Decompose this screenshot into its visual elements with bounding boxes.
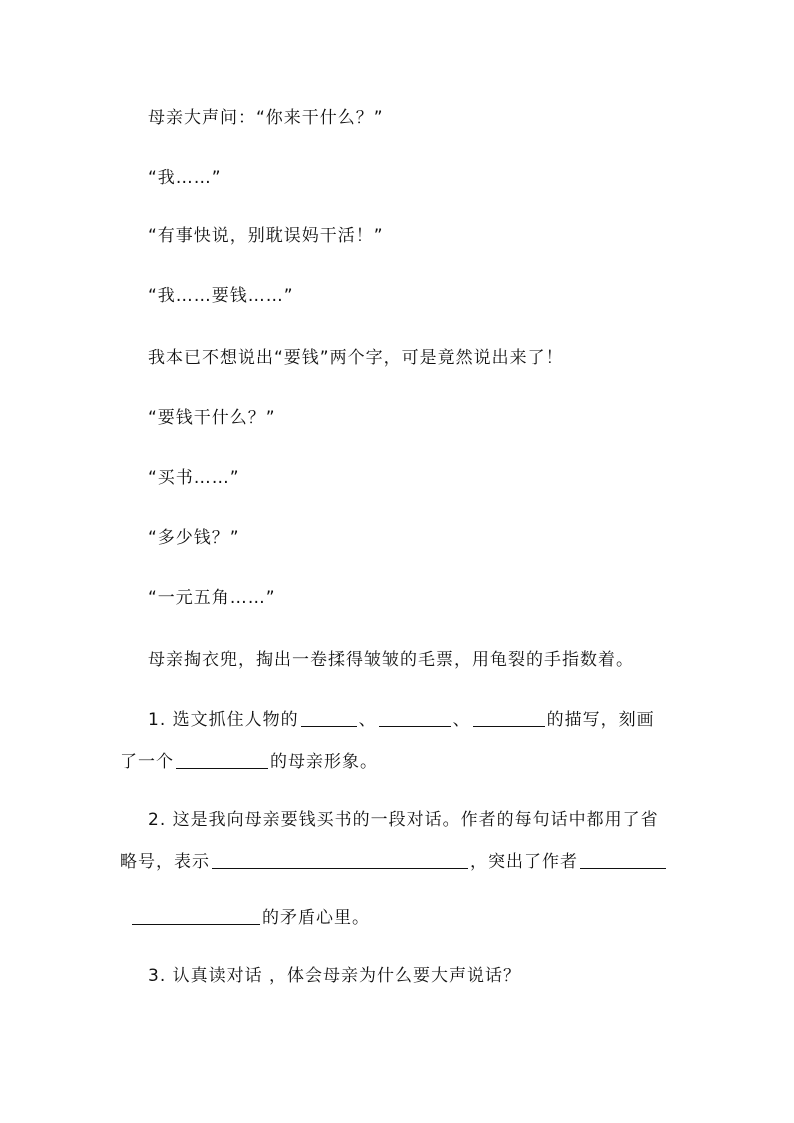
q2-text-3: ，突出了作者 xyxy=(470,852,578,872)
q1-text-3: 了一个 xyxy=(120,752,174,772)
passage-line-3: “有事快说，别耽误妈干活！” xyxy=(148,226,384,246)
question-2-line-2 xyxy=(120,850,668,874)
question-1-line-2 xyxy=(120,750,378,774)
answer-blank[interactable] xyxy=(580,850,666,869)
answer-blank[interactable] xyxy=(379,708,451,727)
passage-line-7: “买书……” xyxy=(148,468,240,488)
question-3: 3. 认真读对话 ，体会母亲为什么要大声说话？ xyxy=(148,966,522,986)
q1-separator: 、 xyxy=(452,710,471,730)
answer-blank[interactable] xyxy=(473,708,545,727)
passage-line-8: “多少钱？” xyxy=(148,528,240,548)
passage-line-6: “要钱干什么？” xyxy=(148,408,276,428)
q1-separator: 、 xyxy=(358,710,377,730)
passage-line-9: “一元五角……” xyxy=(148,588,276,608)
answer-blank[interactable] xyxy=(132,906,260,925)
answer-blank[interactable] xyxy=(212,850,468,869)
passage-line-10: 母亲掏衣兜，掏出一卷揉得皱皱的毛票，用龟裂的手指数着。 xyxy=(148,650,634,670)
passage-line-1: 母亲大声问：“你来干什么？” xyxy=(148,108,384,128)
question-1-line-1 xyxy=(148,708,655,732)
q2-text-4: 的矛盾心里。 xyxy=(262,908,370,928)
q1-text-2: 的描写，刻画 xyxy=(546,710,655,730)
passage-line-5: 我本已不想说出“要钱”两个字，可是竟然说出来了！ xyxy=(148,348,564,368)
q1-text-4: 的母亲形象。 xyxy=(270,752,378,772)
q1-text-1: 1. 选文抓住人物的 xyxy=(148,710,299,730)
question-2-line-1: 2. 这是我向母亲要钱买书的一段对话。作者的每句话中都用了省 xyxy=(148,810,659,830)
question-2-line-3 xyxy=(130,906,370,930)
answer-blank[interactable] xyxy=(176,750,268,769)
passage-line-4: “我……要钱……” xyxy=(148,286,294,306)
answer-blank[interactable] xyxy=(301,708,357,727)
q2-text-2: 略号，表示 xyxy=(120,852,210,872)
passage-line-2: “我……” xyxy=(148,168,222,188)
